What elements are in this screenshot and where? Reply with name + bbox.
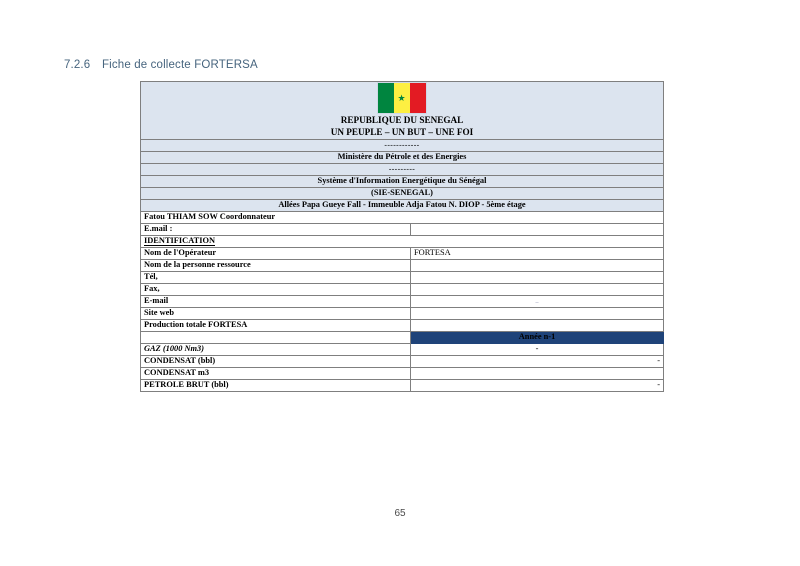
phone-label: Tél, [141, 271, 411, 283]
identification-section-title [141, 235, 664, 247]
section-heading [64, 59, 258, 71]
operator-name-label: Nom de l'Opérateur [141, 247, 411, 259]
flag-band-yellow [394, 83, 410, 113]
petrole-brut-value[interactable]: - [411, 379, 664, 391]
republic-title-cell [141, 114, 664, 139]
contact-person-value[interactable] [411, 259, 664, 271]
table-row-operator-name [141, 247, 664, 259]
table-row-gaz [141, 343, 664, 355]
table-row-contact-person [141, 259, 664, 271]
separator-dashes-1: ------------ [141, 139, 664, 151]
table-row-fax [141, 283, 664, 295]
table-row-coordinator-email [141, 223, 664, 235]
table-row-separator-1 [141, 139, 664, 151]
table-row-condensat-m3 [141, 367, 664, 379]
condensat-bbl-value[interactable]: - [411, 355, 664, 367]
table-row-address [141, 199, 664, 211]
table-row-separator-2 [141, 163, 664, 175]
petrole-brut-label: PETROLE BRUT (bbl) [141, 379, 411, 391]
collection-form-table [140, 81, 664, 392]
condensat-m3-value[interactable] [411, 367, 664, 379]
flag-band-red [410, 83, 426, 113]
email-value-mark: _ [535, 298, 539, 305]
table-row-system [141, 175, 664, 187]
section-title: Fiche de collecte FORTERSA [102, 59, 258, 71]
table-row-year-header [141, 331, 664, 343]
table-row-coordinator [141, 211, 664, 223]
table-row-petrole-brut [141, 379, 664, 391]
table-row-condensat-bbl [141, 355, 664, 367]
table-row-email [141, 295, 664, 307]
republic-line-2: UN PEUPLE – UN BUT – UNE FOI [330, 127, 474, 138]
phone-value[interactable] [411, 271, 664, 283]
flag-cell [141, 82, 664, 115]
fax-label: Fax, [141, 283, 411, 295]
table-row-phone [141, 271, 664, 283]
gaz-label: GAZ (1000 Nm3) [141, 343, 411, 355]
table-row-total-production [141, 319, 664, 331]
ministry-label: Ministère du Pétrole et des Energies [141, 151, 664, 163]
table-row-flag [141, 82, 664, 115]
table-row-acronym [141, 187, 664, 199]
flag-band-green [378, 83, 394, 113]
acronym-label: (SIE-SENEGAL) [141, 187, 664, 199]
section-number: 7.2.6 [64, 59, 91, 71]
separator-dashes-2: --------- [141, 163, 664, 175]
gaz-value[interactable]: - [411, 343, 664, 355]
website-label: Site web [141, 307, 411, 319]
address-label: Allées Papa Gueye Fall - Immeuble Adja Fatou N. DIOP - 5ème étage [141, 199, 664, 211]
total-production-value[interactable] [411, 319, 664, 331]
total-production-label: Production totale FORTESA [141, 319, 411, 331]
page-number: 65 [394, 508, 406, 519]
table-row-republic [141, 114, 664, 139]
year-header-blank-cell [141, 331, 411, 343]
coordinator-email-label: E.mail : [141, 223, 411, 235]
email-label: E-mail [141, 295, 411, 307]
contact-person-label: Nom de la personne ressource [141, 259, 411, 271]
system-label: Système d'Information Energétique du Sénégal [141, 175, 664, 187]
senegal-flag-icon [377, 82, 427, 114]
republic-line-1: REPUBLIQUE DU SENEGAL [340, 115, 464, 125]
identification-title-text: IDENTIFICATION [144, 235, 216, 245]
table-row-identification-title [141, 235, 664, 247]
coordinator-label: Fatou THIAM SOW Coordonnateur [141, 211, 664, 223]
condensat-bbl-label: CONDENSAT (bbl) [141, 355, 411, 367]
fax-value[interactable] [411, 283, 664, 295]
coordinator-email-value[interactable] [411, 223, 664, 235]
email-value[interactable] [411, 295, 664, 307]
operator-name-value[interactable]: FORTESA [411, 247, 664, 259]
condensat-m3-label: CONDENSAT m3 [141, 367, 411, 379]
website-value[interactable] [411, 307, 664, 319]
table-row-website [141, 307, 664, 319]
table-row-ministry [141, 151, 664, 163]
year-header-cell: Année n-1 [411, 331, 664, 343]
